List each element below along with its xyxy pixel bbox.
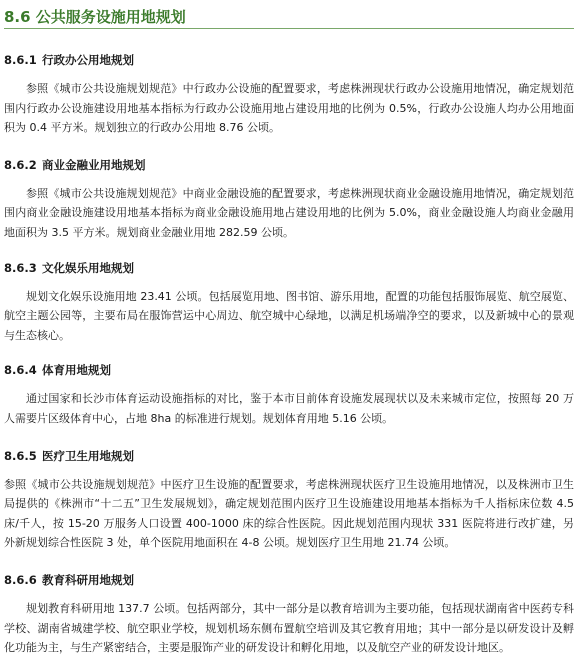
section-sports bbox=[4, 361, 574, 428]
section-admin-office bbox=[4, 51, 574, 138]
section-paragraph: 参照《城市公共设施规划规范》中商业金融设施的配置要求，考虑株洲现状商业金融设施用地情况，确定规划范围内商业金融设施建设用地基本指标为商业金融设施用地占建设用地的比例为 5.0%，商业金融设施人均商业金融用地面积为 3.5 平方米。规划商业金融业用地 282.59 公顷。 bbox=[4, 186, 574, 239]
section-education-research bbox=[4, 571, 574, 658]
section-heading bbox=[4, 156, 574, 174]
section-title: 体育用地规划 bbox=[42, 363, 111, 378]
section-paragraph: 通过国家和长沙市体育运动设施指标的对比，鉴于本市目前体育设施发展现状以及未来城市定位，按照每 20 万人需要片区级体育中心，占地 8ha 的标准进行规划。规划体育用地 5.16 公顷。 bbox=[4, 392, 574, 425]
section-number: 8.6.3 bbox=[4, 260, 37, 275]
section-title: 医疗卫生用地规划 bbox=[42, 448, 134, 463]
section-heading bbox=[4, 51, 574, 69]
section-paragraph: 规划文化娱乐设施用地 23.41 公顷。包括展览用地、图书馆、游乐用地，配置的功能包括服饰展览、航空展览、航空主题公园等，主要布局在服饰营运中心周边、航空城中心绿地，以满足机场端净空的要求，以及新城中心的景观与生态核心。 bbox=[4, 289, 574, 342]
section-number: 8.6.6 bbox=[4, 572, 37, 587]
section-number: 8.6.1 bbox=[4, 53, 37, 67]
section-title: 教育科研用地规划 bbox=[42, 572, 134, 587]
section-culture-entertainment bbox=[4, 259, 574, 346]
section-paragraph: 参照《城市公共设施规划规范》中医疗卫生设施的配置要求，考虑株洲现状医疗卫生设施用地情况，以及株洲市卫生局提供的《株洲市“十二五”卫生发展规划》，确定规划范围内医疗卫生设施建设用地基本指标为千人指标床位数 4.5 床/千人，按 15-20 万服务人口设置 400-1000 床的综合性医院。因此规划范围内现状 331 医院将进行改扩建，另外新规划综合性医院 3 处，单个医院用地面积在 4-8 公顷。规划医疗卫生用地 21.74 公顷。 bbox=[4, 477, 574, 550]
section-commercial-finance bbox=[4, 156, 574, 243]
section-medical-health bbox=[4, 447, 574, 553]
section-paragraph: 参照《城市公共设施规划规范》中行政办公设施的配置要求，考虑株洲现状行政办公设施用地情况，确定规划范围内行政办公设施建设用地基本指标为行政办公设施用地占建设用地的比例为 0.5%，行政办公设施人均办公用地面积为 0.4 平方米。规划独立的行政办公用地 8.76 公顷。 bbox=[4, 82, 574, 135]
section-heading bbox=[4, 571, 574, 589]
section-number: 8.6.4 bbox=[4, 363, 37, 378]
page-title: 8.6 公共服务设施用地规划 bbox=[4, 0, 574, 29]
section-number: 8.6.5 bbox=[4, 448, 37, 463]
section-heading bbox=[4, 361, 574, 379]
section-title: 商业金融业用地规划 bbox=[42, 157, 146, 172]
section-heading bbox=[4, 447, 574, 465]
section-title: 文化娱乐用地规划 bbox=[42, 260, 134, 275]
section-paragraph: 规划教育科研用地 137.7 公顷。包括两部分，其中一部分是以教育培训为主要功能，包括现状湖南省中医药专科学校、湖南省城建学校、航空职业学校，规划机场东侧布置航空培训及其它教育用地；其中一部分是以研发设计及孵化功能为主，与生产紧密结合，主要是服饰产业的研发设计和孵化用地，以及航空产业的研发设计地区。 bbox=[4, 601, 574, 655]
section-heading bbox=[4, 259, 574, 277]
section-number: 8.6.2 bbox=[4, 157, 37, 172]
section-title: 行政办公用地规划 bbox=[42, 53, 134, 67]
